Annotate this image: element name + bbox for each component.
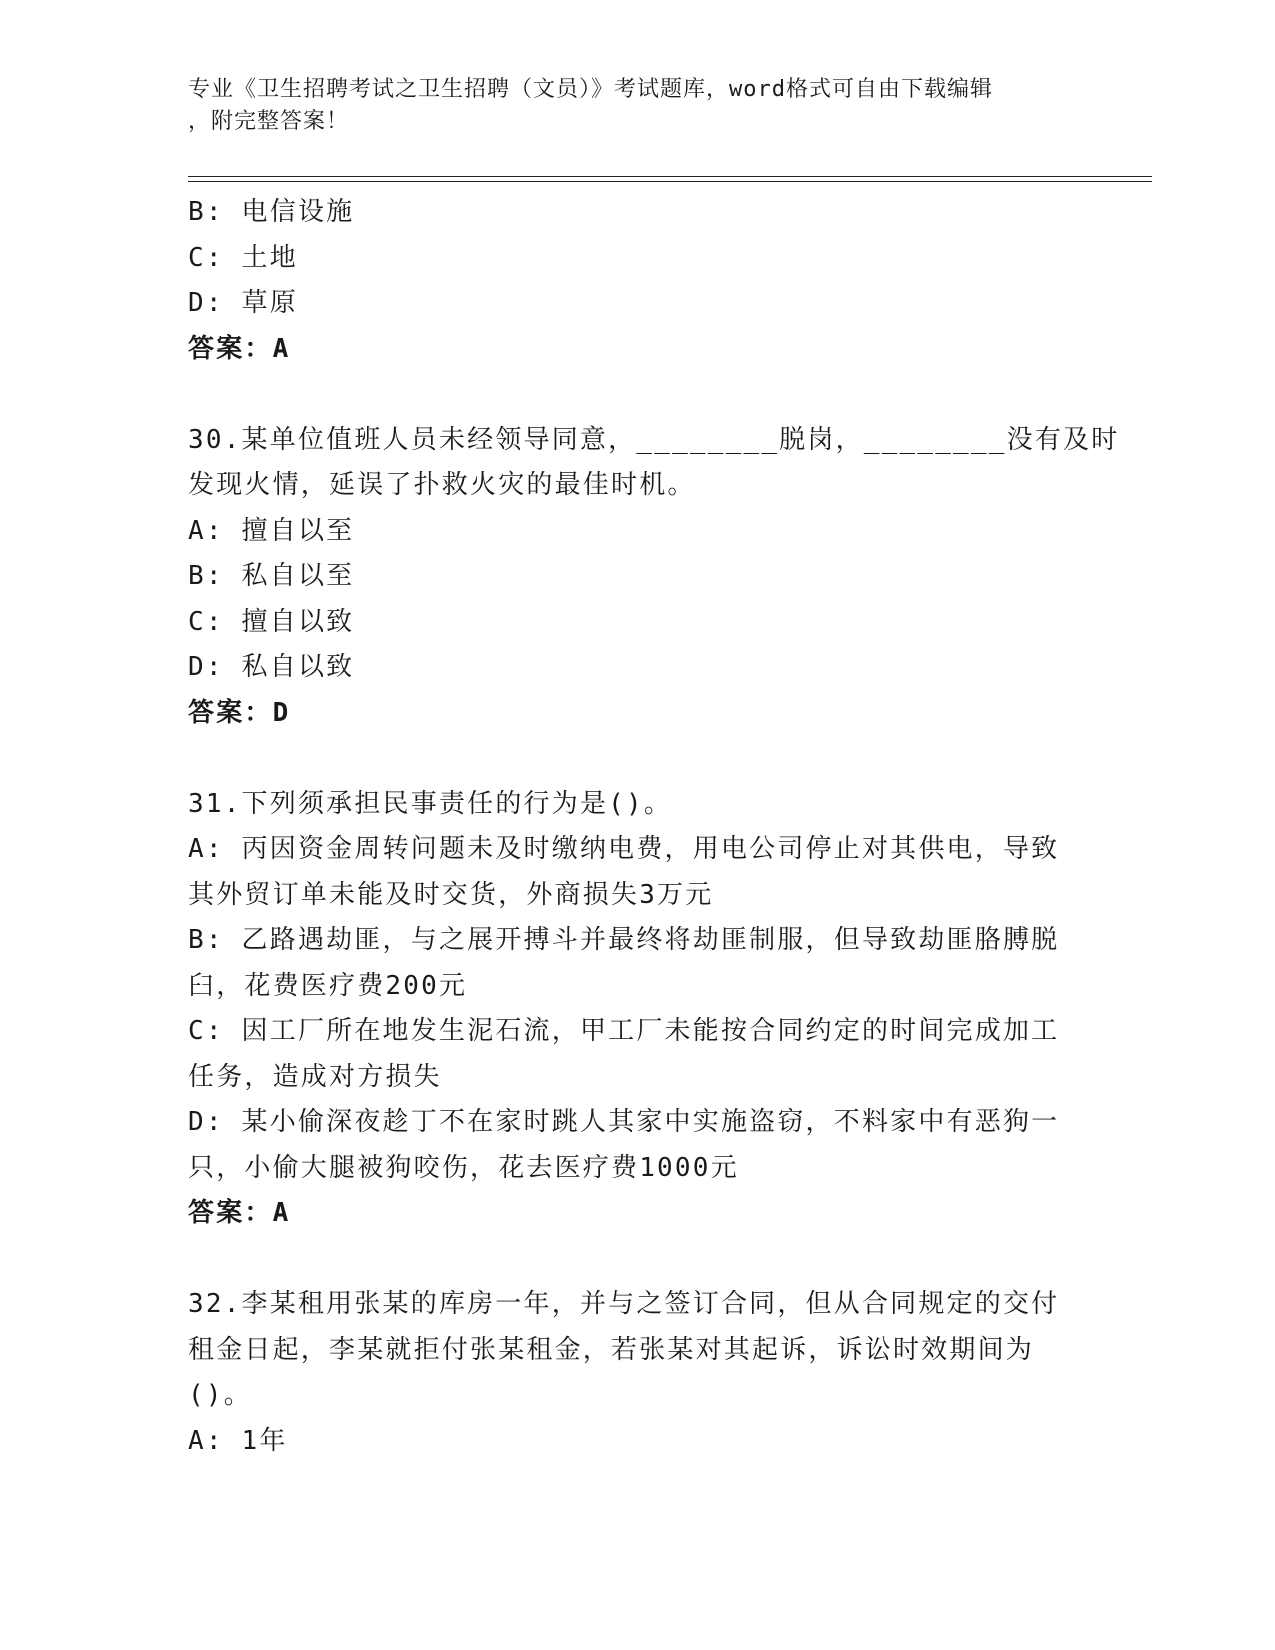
question-32 — [188, 1282, 1078, 1464]
question-list — [188, 190, 1120, 1464]
spacer — [188, 1237, 1078, 1283]
spacer — [188, 372, 1078, 418]
option-b: B: 电信设施 — [188, 197, 355, 227]
option-a: A: 擅自以至 — [188, 515, 355, 546]
option-a: A: 丙因资金周转问题未及时缴纳电费，用电公司停止对其供电，导致 — [188, 834, 1060, 864]
option-b-cont: 臼，花费医疗费200元 — [188, 970, 468, 1001]
option-a: A: 1年 — [188, 1425, 288, 1456]
option-c: C: 因工厂所在地发生泥石流，甲工厂未能按合同约定的时间完成加工 — [188, 1016, 1060, 1046]
question-stem: 31.下列须承担民事责任的行为是()。 — [188, 788, 673, 819]
question-31 — [188, 782, 1078, 1237]
question-29 — [188, 190, 1078, 372]
question-stem: 32.李某租用张某的库房一年，并与之签订合同，但从合同规定的交付 — [188, 1289, 1060, 1319]
answer: 答案：A — [188, 1198, 291, 1228]
option-d: D: 某小偷深夜趁丁不在家时跳人其家中实施盗窃，不料家中有恶狗一 — [188, 1107, 1060, 1137]
header-rule-top — [188, 176, 1152, 177]
page-header: 专业《卫生招聘考试之卫生招聘（文员）》考试题库，word格式可自由下载编辑 ，附完整答案！ — [188, 77, 993, 134]
option-b: B: 私自以至 — [188, 561, 355, 591]
question-stem: ()。 — [188, 1380, 252, 1410]
question-stem: 30.某单位值班人员未经领导同意，________脱岗，________没有及时 — [188, 424, 1120, 455]
option-c-cont: 任务，造成对方损失 — [188, 1061, 442, 1092]
spacer — [188, 736, 1078, 782]
option-d: D: 私自以致 — [188, 652, 355, 682]
option-d-cont: 只，小偷大腿被狗咬伤，花去医疗费1000元 — [188, 1152, 739, 1183]
option-c: C: 擅自以致 — [188, 606, 355, 637]
option-d: D: 草原 — [188, 288, 298, 318]
question-stem: 发现火情，延误了扑救火灾的最佳时机。 — [188, 470, 696, 500]
answer: 答案：A — [188, 333, 291, 364]
option-b: B: 乙路遇劫匪，与之展开搏斗并最终将劫匪制服，但导致劫匪胳膊脱 — [188, 925, 1060, 955]
answer: 答案：D — [188, 697, 291, 728]
question-stem: 租金日起，李某就拒付张某租金，若张某对其起诉，诉讼时效期间为 — [188, 1334, 1035, 1365]
question-30 — [188, 418, 1120, 737]
option-c: C: 土地 — [188, 242, 298, 273]
header-rule-bottom — [188, 181, 1152, 182]
option-a-cont: 其外贸订单未能及时交货，外商损失3万元 — [188, 879, 714, 910]
